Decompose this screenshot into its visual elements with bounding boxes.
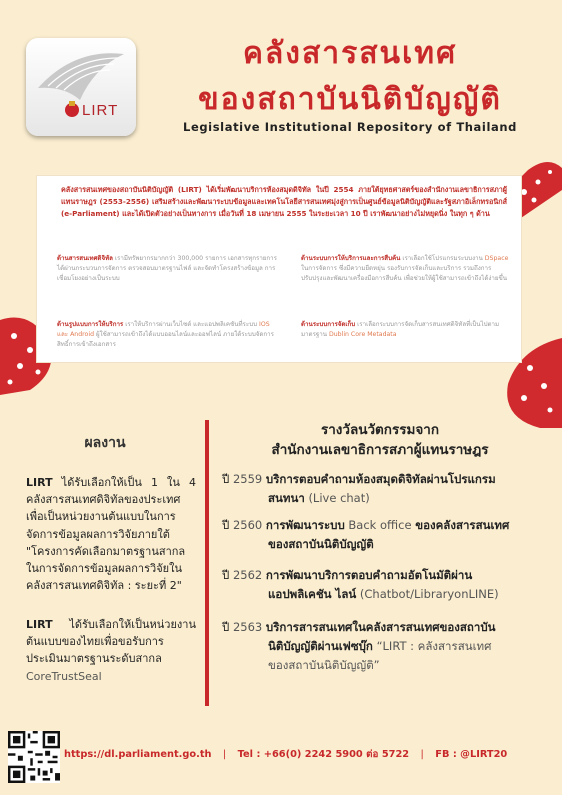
service-text: เราเลือกระบบการจัดเก็บสารสนเทศดิจิทัลที่เป็นไปตามมาตรฐาน: [301, 321, 500, 338]
award-item-2559: [222, 470, 542, 508]
award-en: Back office: [348, 518, 412, 532]
award-text: นิติบัญญัติผ่านเฟซบุ๊ก: [268, 639, 373, 653]
result-text: ได้รับเลือกให้เป็นหน่วยงานต้นแบบของไทยเพื่อขอรับการประเมินมาตรฐานระดับสากล: [26, 618, 196, 666]
service-label: ด้านสารสนเทศดิจิทัล: [57, 255, 113, 262]
page-title-line1: คลังสารสนเทศ: [242, 36, 458, 71]
qr-code-icon[interactable]: [8, 731, 60, 783]
facebook-link[interactable]: FB : @LIRT20: [435, 749, 508, 760]
result-text: ได้รับเลือกให้เป็น 1 ใน 4 คลังสารสนเทศดิจิทัลของประเทศเพื่อเป็นหน่วยงานต้นแบบในการจัดการข้อมูลผลการวิจัยภายใต้ "โครงการคัดเลือกมาตรฐานสากลในการจัดการข้อมูลผลการวิจัยในคลังสารสนเทศดิจิทัล : ระยะที่ 2": [26, 476, 196, 593]
lirt-logo: [26, 38, 136, 136]
service-label: ด้านระบบการจัดเก็บ: [301, 321, 356, 328]
result-item-1: [26, 474, 196, 594]
award-text: ของสถาบันนิติบัญญัติ: [268, 537, 374, 551]
service-storage: [301, 320, 511, 340]
website-link[interactable]: https://dl.parliament.go.th: [64, 749, 212, 760]
service-search-system: [301, 254, 511, 284]
service-label: ด้านรูปแบบการให้บริการ: [57, 321, 124, 328]
award-item-2560: [222, 516, 542, 554]
page-title-line2: ของสถาบันนิติบัญญัติ: [198, 82, 502, 117]
column-divider: [205, 420, 209, 706]
awards-heading-line2: สำนักงานเลขาธิการสภาผู้แทนราษฎร: [271, 442, 489, 458]
service-highlight: DSpace: [484, 255, 509, 262]
phone-number[interactable]: Tel : +66(0) 2242 5900 ต่อ 5722: [237, 749, 410, 760]
awards-heading-line1: รางวัลนวัตกรรมจาก: [320, 422, 440, 438]
award-text: สนทนา: [268, 491, 305, 505]
page-subtitle-en: Legislative Institutional Repository of Thailand: [183, 120, 517, 134]
service-highlight: Dublin Core Metadata: [328, 331, 397, 338]
award-en: ของสถาบันนิติบัญญัติ”: [268, 658, 380, 672]
award-text: บริการสารสนเทศในคลังสารสนเทศของสถาบัน: [265, 620, 496, 634]
service-text: ในการจัดการ ซึ่งมีความยืดหยุ่น รองรับการจัดเก็บและบริการ รวมถึงการปรับปรุงและพัฒนาเครื่องมือการสืบค้น เพื่อช่วยให้ผู้ใช้สามารถเข้าถึงได้ง่ายขึ้น: [301, 265, 507, 282]
award-item-2562: [222, 566, 542, 604]
intro-card: [36, 175, 522, 363]
service-highlight: IOS และ Android: [57, 321, 270, 338]
intro-paragraph: คลังสารสนเทศของสถาบันนิติบัญญัติ (LIRT) ได้เริ่มพัฒนาบริการห้องสมุดดิจิทัล ในปี 2554 ภายใต้ยุทธศาสตร์ของสำนักงานเลขาธิการสภาผู้แทนราษฎร (2553-2556) เสริมสร้างและพัฒนาระบบข้อมูลและเทคโนโลยีสารสนเทศมุ่งสู่การเป็นศูนย์ข้อมูลนิติบัญญัติและรัฐสภาอิเล็กทรอนิกส์ (e-Parliament) และได้เปิดตัวอย่างเป็นทางการ เมื่อวันที่ 18 เมษายน 2555 ในระยะเวลา 10 ปี เราพัฒนาอย่างไม่หยุดนิ่ง ในทุก ๆ ด้าน: [61, 185, 507, 218]
award-item-2563: [222, 618, 542, 675]
results-heading: ผลงาน: [84, 435, 126, 451]
award-en: (Chatbot/LibraryonLINE): [359, 587, 499, 601]
parliament-seal-icon: [64, 100, 80, 118]
award-year: ปี 2559: [222, 472, 263, 486]
award-en: (Live chat): [308, 491, 370, 505]
awards-heading: [230, 420, 530, 460]
result-tail: CoreTrustSeal: [26, 669, 102, 683]
service-text: เราให้บริการผ่านเว็บไซต์ และแอปพลิเคชันที่ระบบ: [125, 321, 258, 328]
service-digital-info: [57, 254, 277, 284]
award-text: การพัฒนาระบบ: [265, 518, 345, 532]
logo-text: LIRT: [82, 102, 119, 119]
result-item-2: [26, 616, 196, 685]
award-text: แอปพลิเคชัน ไลน์: [268, 587, 357, 601]
award-year: ปี 2563: [222, 620, 263, 634]
separator: |: [222, 749, 227, 760]
award-text: ของคลังสารสนเทศ: [415, 518, 510, 532]
service-text: เรามีทรัพยากรมากกว่า 300,000 รายการ เอกสารทุกรายการได้ผ่านกระบวนการจัดการ ตรวจสอบมาตรฐานไฟล์ และจัดทำโครงสร้างข้อมูล การเชื่อมโยงอย่างเป็นระบบ: [57, 255, 277, 282]
award-text: การพัฒนาบริการตอบคำถามอัตโนมัติผ่าน: [265, 568, 473, 582]
separator: |: [420, 749, 424, 760]
service-text: ผู้ใช้สามารถเข้าถึงได้แบบออนไลน์และออฟไลน์ ภายใต้ระบบจัดการสิทธิ์การเข้าถึงเอกสาร: [57, 331, 274, 348]
service-text: เราเลือกใช้โปรแกรมระบบงาน: [402, 255, 483, 262]
award-en: “LIRT : คลังสารสนเทศ: [376, 639, 492, 653]
result-lead: LIRT: [26, 476, 53, 489]
book-wing-icon: [34, 48, 128, 104]
award-year: ปี 2560: [222, 518, 263, 532]
award-year: ปี 2562: [222, 568, 263, 582]
service-label: ด้านระบบการให้บริการและการสืบค้น: [301, 255, 401, 262]
result-lead: LIRT: [26, 618, 53, 631]
award-text: บริการตอบคำถามห้องสมุดดิจิทัลผ่านโปรแกรม: [265, 472, 496, 486]
service-channels: [57, 320, 277, 350]
contact-line: [64, 747, 554, 762]
